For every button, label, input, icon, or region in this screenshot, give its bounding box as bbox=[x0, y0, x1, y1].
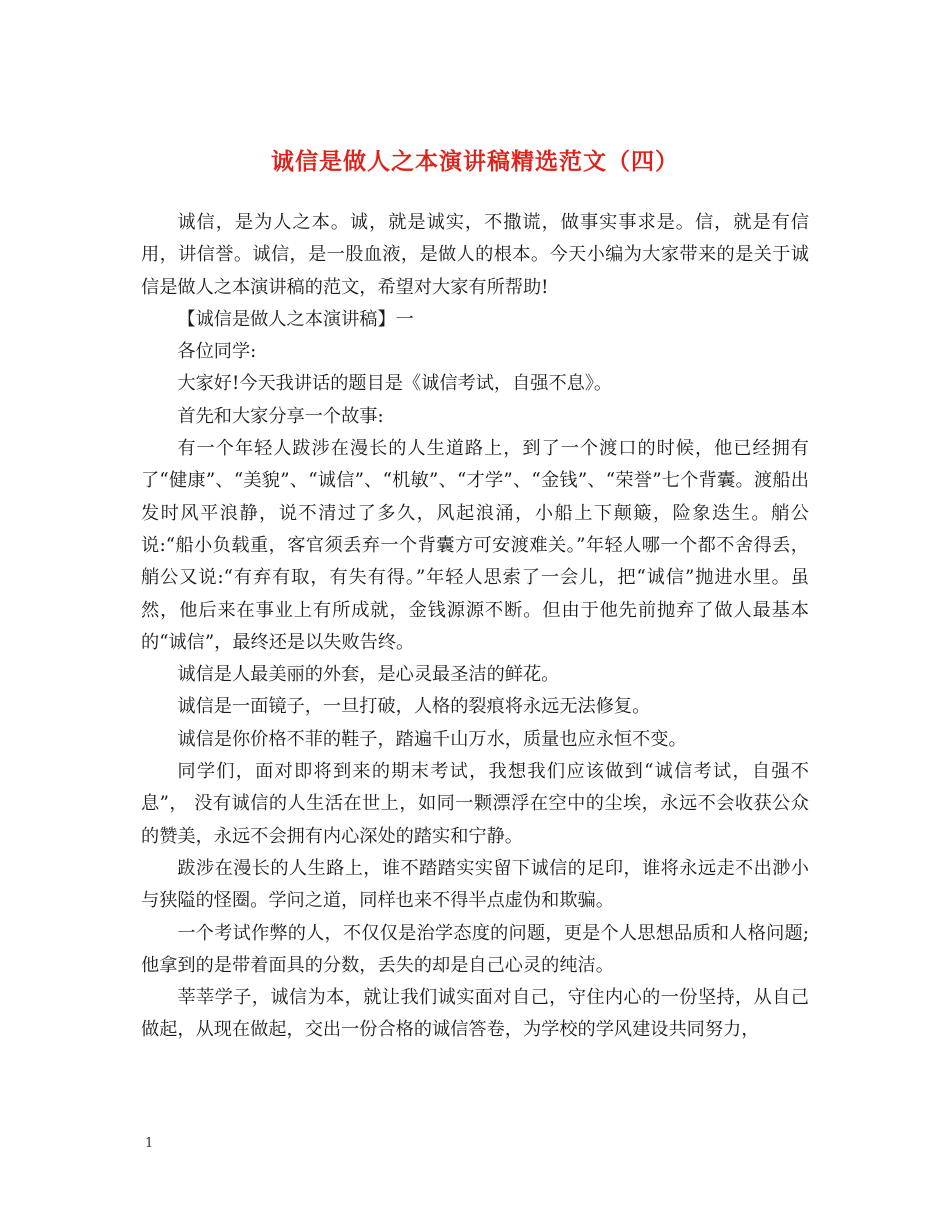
section-heading: 【诚信是做人之本演讲稿】一 bbox=[177, 308, 414, 330]
document-body bbox=[141, 207, 809, 1047]
paragraph: 诚信是一面镜子，一旦打破，人格的裂痕将永远无法修复。 bbox=[177, 696, 651, 718]
paragraph: 诚信是你价格不菲的鞋子，踏遍千山万水，质量也应永恒不变。 bbox=[177, 728, 687, 750]
paragraph: 诚信，是为人之本。诚，就是诚实，不撒谎，做事实事求是。信，就是有信用，讲信誉。诚信，是一股血液，是做人的根本。今天小编为大家带来的是关于诚信是做人之本演讲稿的范文，希望对大家有所帮助! bbox=[141, 212, 809, 298]
paragraph: 大家好!今天我讲话的题目是《诚信考试，自强不息》。 bbox=[177, 373, 613, 395]
page-title: 诚信是做人之本演讲稿精选范文（四） bbox=[271, 148, 679, 176]
paragraph: 一个考试作弊的人，不仅仅是治学态度的问题，更是个人思想品质和人格问题;他拿到的是带着面具的分数，丢失的却是自己心灵的纯洁。 bbox=[141, 922, 809, 976]
salutation: 各位同学: bbox=[177, 341, 257, 363]
paragraph: 诚信是人最美丽的外套，是心灵最圣洁的鲜花。 bbox=[177, 664, 560, 686]
paragraph: 跋涉在漫长的人生路上，谁不踏踏实实留下诚信的足印，谁将永远走不出渺小与狭隘的怪圈。学问之道，同样也来不得半点虚伪和欺骗。 bbox=[141, 857, 809, 912]
paragraph: 首先和大家分享一个故事: bbox=[177, 405, 384, 427]
page-number: 1 bbox=[145, 1136, 154, 1151]
paragraph: 有一个年轻人跋涉在漫长的人生道路上，到了一个渡口的时候，他已经拥有了“健康”、“美貌”、“诚信”、“机敏”、“才学”、“金钱”、“荣誉”七个背囊。渡船出发时风平浪静，说不清过了多久，风起浪涌，小船上下颠簸，险象迭生。艄公说:“船小负载重，客官须丢弃一个背囊方可安渡难关。”年轻人哪一个都不舍得丢，艄公又说:“有弃有取，有失有得。”年轻人思索了一会儿，把“诚信”抛进水里。虽然，他后来在事业上有所成就，金钱源源不断。但由于他先前抛弃了做人最基本的“诚信”，最终还是以失败告终。 bbox=[141, 438, 809, 653]
paragraph: 莘莘学子，诚信为本，就让我们诚实面对自己，守住内心的一份坚持，从自己做起，从现在做起，交出一份合格的诚信答卷，为学校的学风建设共同努力， bbox=[141, 987, 809, 1041]
paragraph: 同学们，面对即将到来的期末考试，我想我们应该做到“诚信考试，自强不息”， 没有诚信的人生活在世上，如同一颗漂浮在空中的尘埃，永远不会收获公众的赞美，永远不会拥有内心深处的踏实和宁静。 bbox=[141, 761, 809, 847]
